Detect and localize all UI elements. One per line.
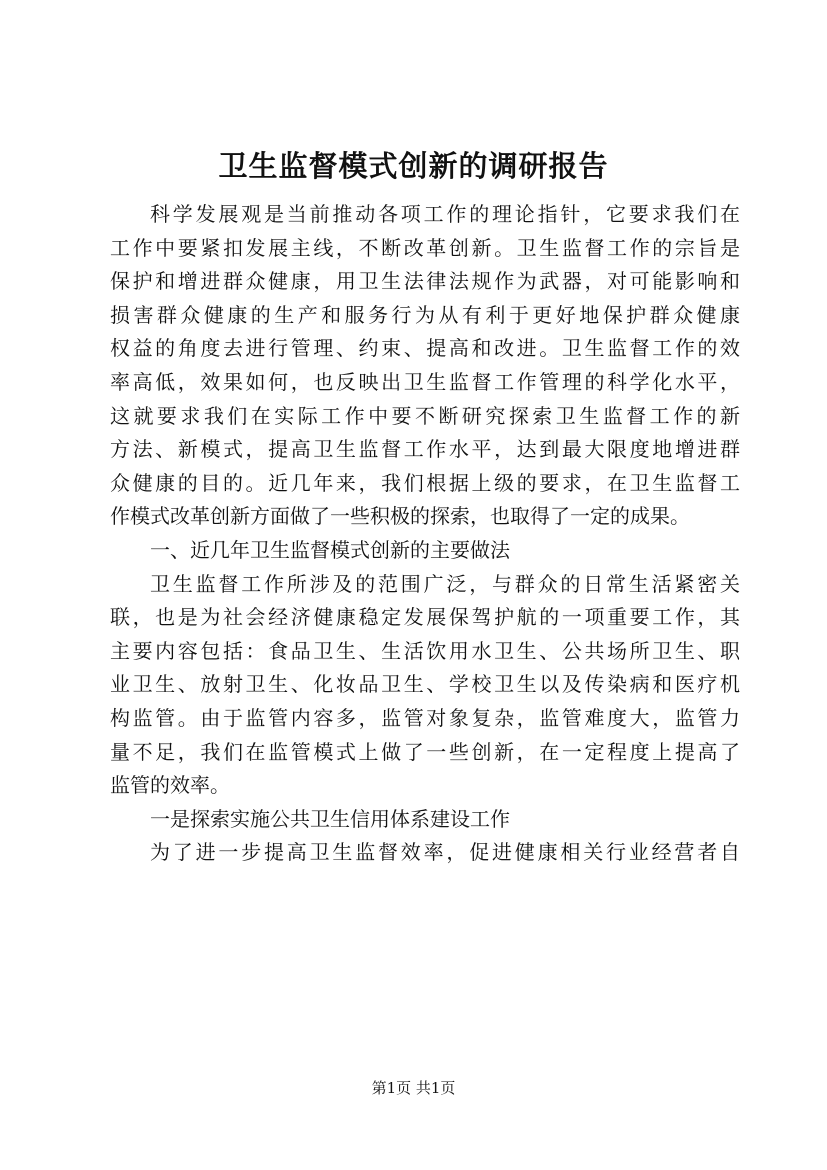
paragraph-line: 联，也是为社会经济健康稳定发展保驾护航的一项重要工作，其	[110, 605, 740, 630]
paragraph-line: 卫生监督工作所涉及的范围广泛，与群众的日常生活紧密关	[150, 571, 740, 596]
document-title: 卫生监督模式创新的调研报告	[218, 149, 609, 183]
page-footer: 第1页 共1页	[371, 1079, 456, 1097]
paragraph-line: 科学发展观是当前推动各项工作的理论指针，它要求我们在	[150, 202, 740, 226]
paragraph-line: 作模式改革创新方面做了一些积极的探索，也取得了一定的成果。	[110, 504, 690, 529]
section-heading: 一、近几年卫生监督模式创新的主要做法	[150, 537, 510, 562]
paragraph-line: 率高低，效果如何，也反映出卫生监督工作管理的科学化水平，	[110, 369, 740, 394]
subsection-heading: 一是探索实施公共卫生信用体系建设工作	[150, 806, 510, 831]
paragraph-line: 权益的角度去进行管理、约束、提高和改进。卫生监督工作的效	[110, 336, 740, 361]
document-body	[110, 198, 740, 870]
paragraph-line: 保护和增进群众健康，用卫生法律法规作为武器，对可能影响和	[110, 269, 740, 294]
paragraph-line: 主要内容包括：食品卫生、生活饮用水卫生、公共场所卫生、职	[110, 638, 740, 663]
paragraph-line: 这就要求我们在实际工作中要不断研究探索卫生监督工作的新	[110, 403, 740, 428]
paragraph-line: 工作中要紧扣发展主线，不断改革创新。卫生监督工作的宗旨是	[110, 235, 740, 260]
paragraph-line: 业卫生、放射卫生、化妆品卫生、学校卫生以及传染病和医疗机	[110, 672, 740, 697]
paragraph-line: 为了进一步提高卫生监督效率，促进健康相关行业经营者自	[150, 840, 740, 865]
paragraph-line: 量不足，我们在监管模式上做了一些创新，在一定程度上提高了	[110, 739, 740, 764]
paragraph-line: 方法、新模式，提高卫生监督工作水平，达到最大限度地增进群	[110, 437, 740, 462]
paragraph-line: 监管的效率。	[110, 773, 230, 798]
paragraph-line: 损害群众健康的生产和服务行为从有利于更好地保护群众健康	[110, 302, 740, 327]
paragraph-line: 构监管。由于监管内容多，监管对象复杂，监管难度大，监管力	[110, 705, 740, 730]
paragraph-line: 众健康的目的。近几年来，我们根据上级的要求，在卫生监督工	[110, 470, 740, 495]
